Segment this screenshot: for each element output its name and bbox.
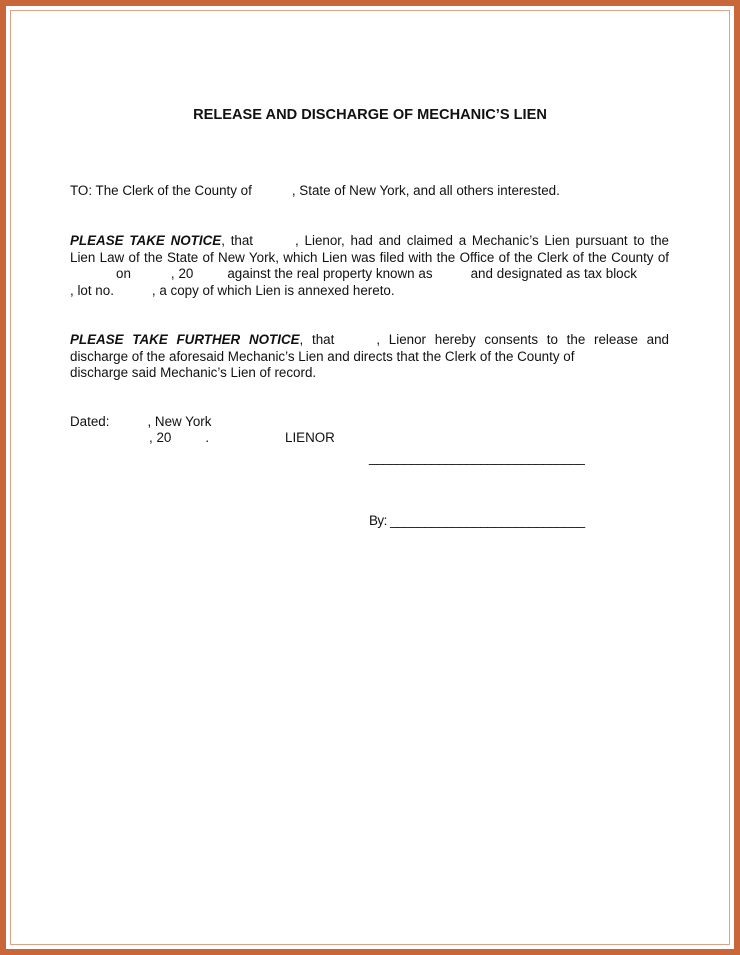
to-line-part2: , State of New York, and all others interested. [291,183,560,198]
to-line-part1: TO: The Clerk of the County of [70,183,252,198]
dated-place: , New York [147,414,212,429]
year-prefix: , 20 [149,430,172,445]
dated-line [70,414,211,431]
notice-paragraph-1 [70,233,669,299]
notice1-text-5: against the real property known as [227,266,433,281]
document-title: RELEASE AND DISCHARGE OF MECHANIC’S LIEN [193,107,547,123]
notice1-text-1: , that [221,233,254,248]
notice-paragraph-2 [70,332,669,382]
notice1-text-8: , a copy of which Lien is annexed hereto. [151,282,395,298]
notice-heading-1: PLEASE TAKE NOTICE [70,233,222,248]
year-suffix: . [205,430,210,445]
to-line [70,183,670,200]
notice2-text-1: , that [299,332,335,347]
notice1-text-4: , 20 [170,266,194,281]
notice1-text-6: and designated as tax block [470,266,638,281]
notice2-text-3: discharge said Mechanic’s Lien of record. [70,365,317,380]
notice1-text-7: , lot no. [70,282,114,298]
dated-label: Dated: [70,414,110,429]
notice1-text-3: on [116,266,131,281]
notice2-text-2: , Lienor hereby consents to the release and discharge of the aforesaid Mechanic’s Lien and directs that the Clerk of the County of [70,332,669,364]
by-signature-line: By: ____________________________ [369,513,585,528]
signature-line: _______________________________ [369,450,585,465]
dated-year-line [149,430,209,447]
notice-heading-2: PLEASE TAKE FURTHER NOTICE [70,332,300,347]
notice1-text-2: , Lienor, had and claimed a Mechanic’s Lien pursuant to the Lien Law of the State of New York, which Lien was filed with the Office of the Clerk of the County of [70,233,669,265]
lienor-label: LIENOR [285,430,335,445]
